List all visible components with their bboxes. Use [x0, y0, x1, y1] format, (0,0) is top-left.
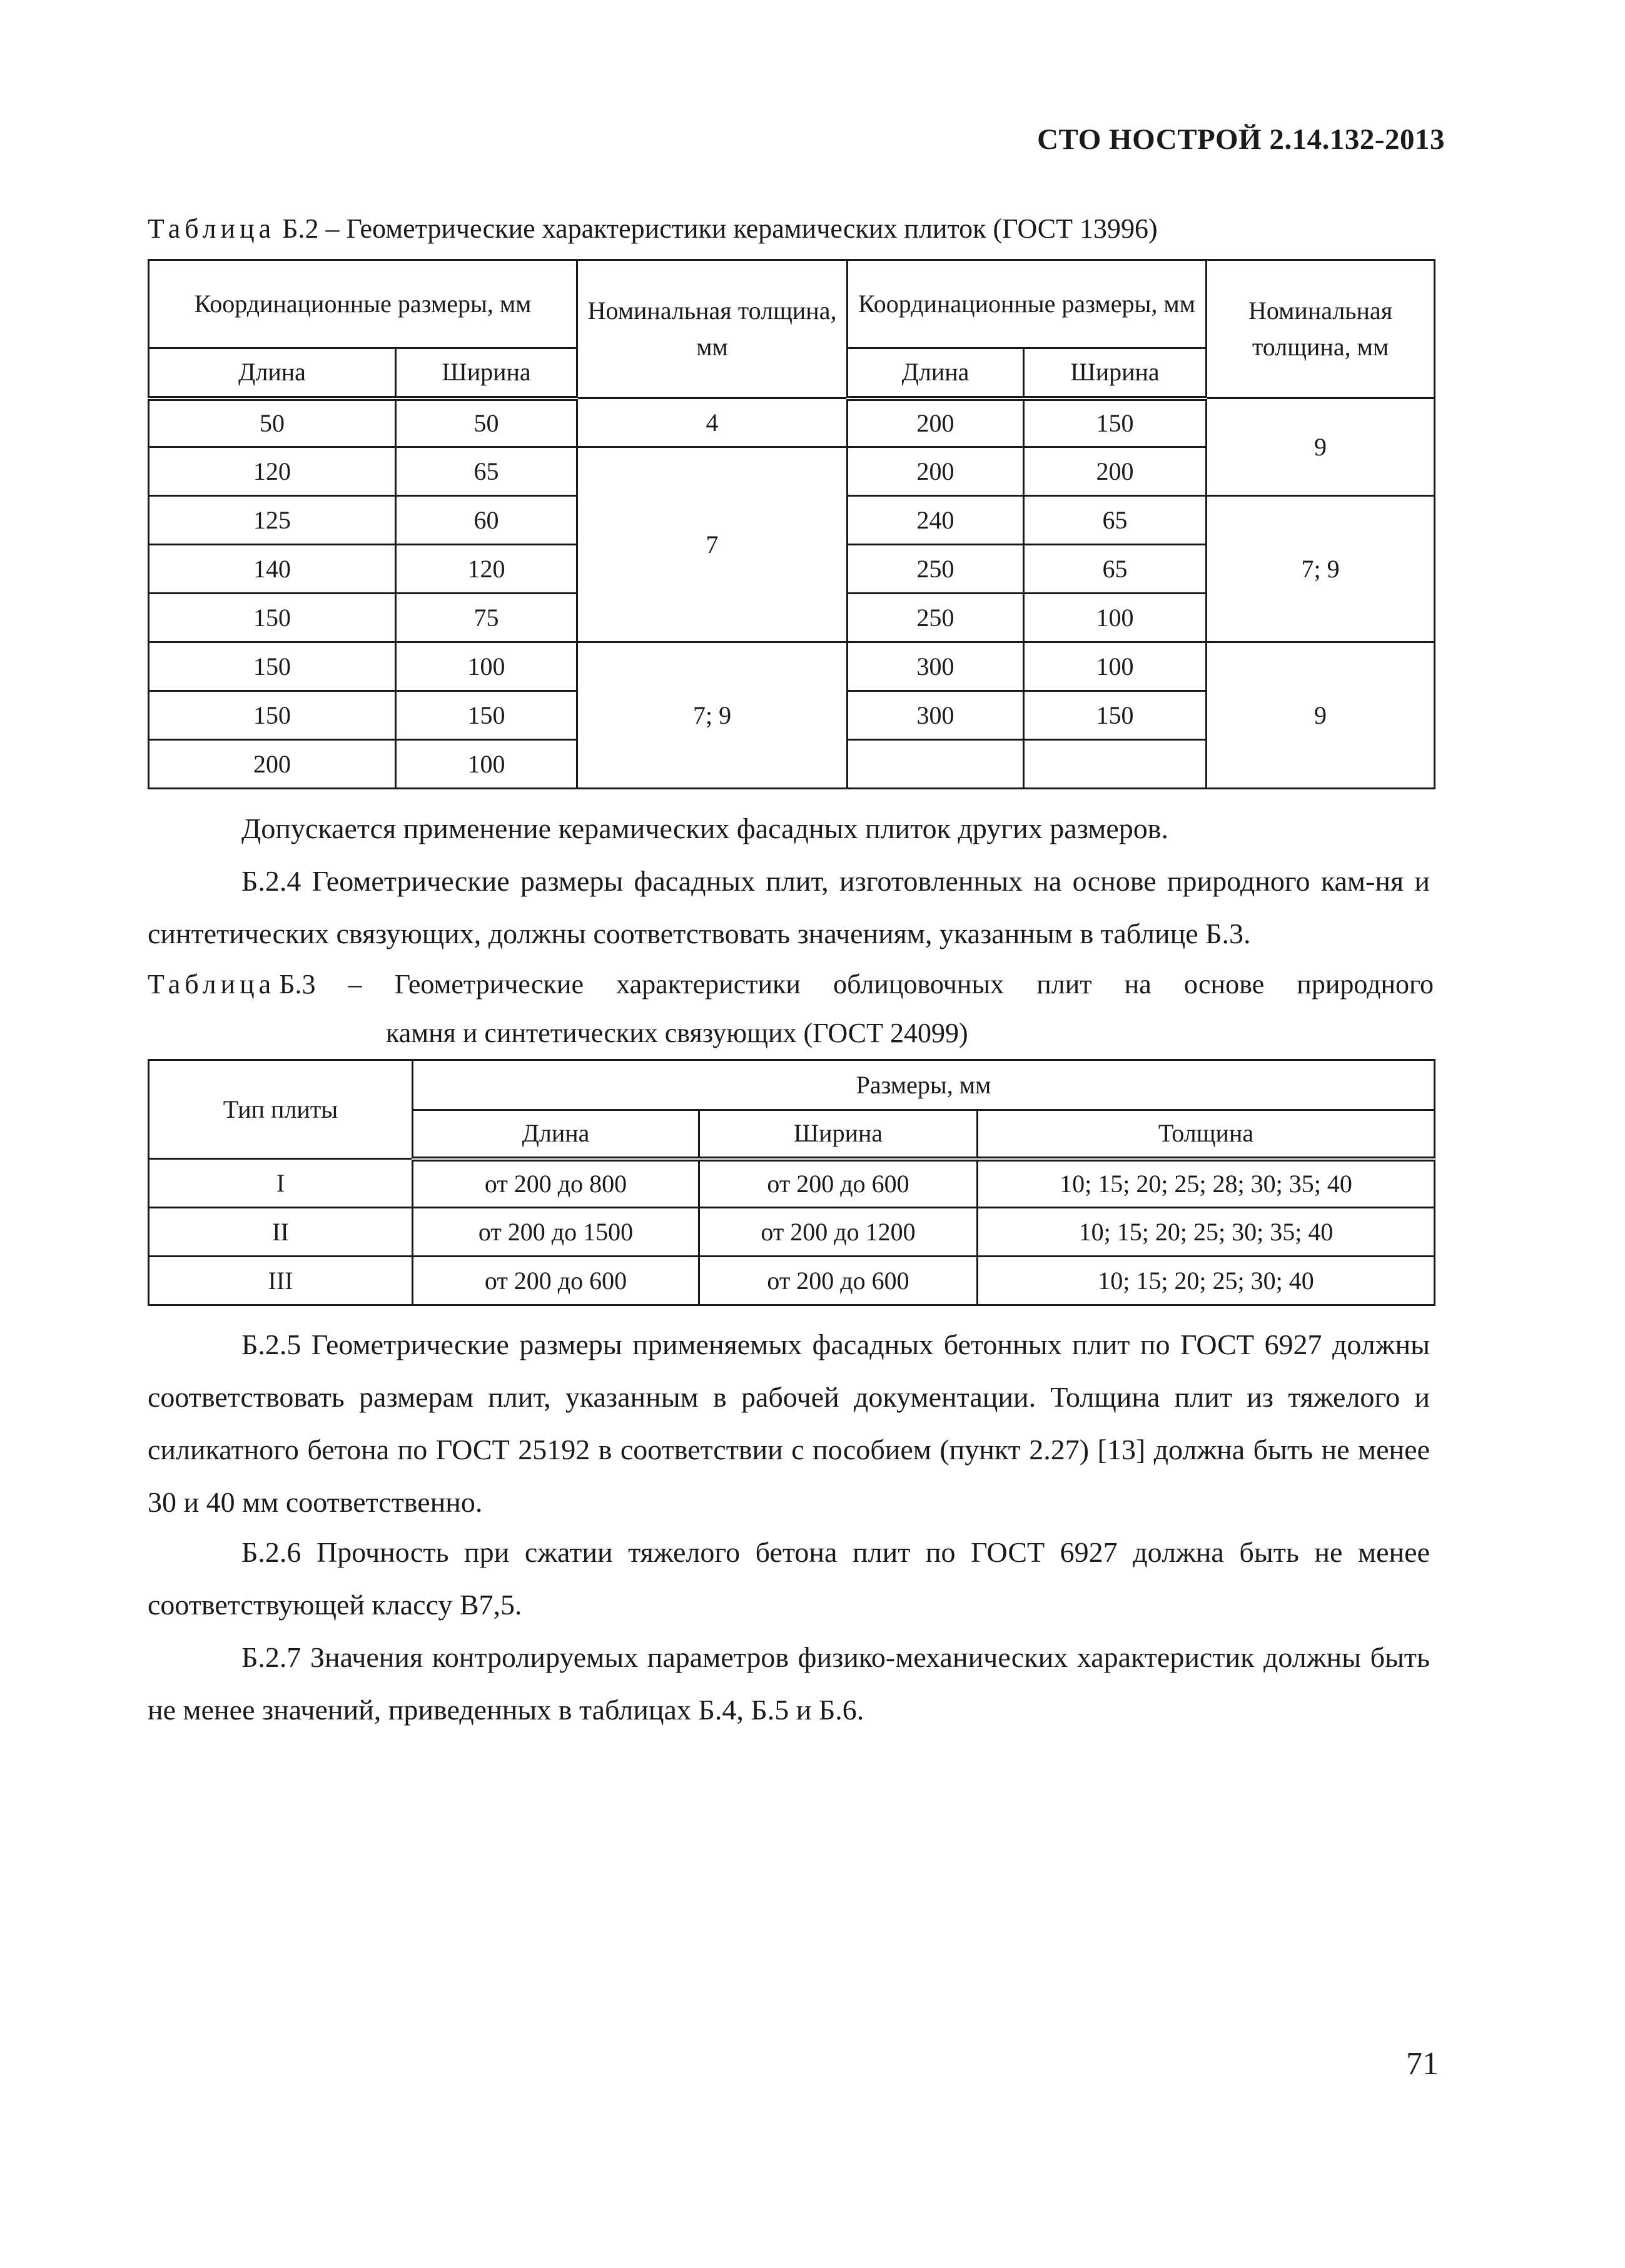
table-b2-caption — [148, 213, 1158, 245]
table-cell: 120 — [396, 545, 577, 594]
table-cell: 300 — [848, 642, 1024, 691]
table-cell-thickness: 4 — [577, 398, 848, 447]
table-b2-header-coord-sizes: Координационные размеры, мм — [149, 260, 577, 348]
table-cell: 150 — [1024, 398, 1207, 447]
table-b3 — [148, 1059, 1435, 1306]
table-cell: III — [149, 1257, 413, 1305]
table-cell: от 200 до 600 — [413, 1257, 699, 1305]
table-cell: 150 — [1024, 691, 1207, 740]
table-cell: 200 — [848, 398, 1024, 447]
paragraph-b25: Б.2.5 Геометрические размеры применяемых фасадных бетонных плит по ГОСТ 6927 должны соответствовать размерам плит, указанным в рабочей документации. Толщина плит из тяжелого и силикатного бетона по ГОСТ 25192 в соответствии с пособием (пункт 2.27) [13] должна быть не менее 30 и 40 мм соответственно. — [148, 1329, 1430, 1518]
table-cell: 200 — [1024, 447, 1207, 496]
table-cell: 150 — [149, 642, 396, 691]
table-cell-thickness: 7; 9 — [1207, 496, 1435, 642]
table-cell: 150 — [396, 691, 577, 740]
table-cell-thickness: 7; 9 — [577, 642, 848, 789]
table-b3-header-width: Ширина — [699, 1110, 978, 1159]
table-row — [149, 1257, 1435, 1305]
table-b3-caption-label: Таблица — [148, 969, 276, 1000]
table-b2-caption-text: Б.2 – Геометрические характеристики керамических плиток (ГОСТ 13996) — [275, 213, 1158, 244]
table-b2-header-length-right: Длина — [848, 348, 1024, 398]
paragraph-allowed: Допускается применение керамических фасадных плиток других размеров. — [241, 813, 1168, 844]
table-b2-header-coord-sizes-right: Координационные размеры, мм — [848, 260, 1207, 348]
table-cell-thickness: 7 — [577, 447, 848, 642]
table-cell: 150 — [149, 691, 396, 740]
table-b3-caption-text: Б.3 – Геометрические характеристики облицовочных плит на основе природного — [279, 969, 1434, 1000]
table-cell: 200 — [149, 740, 396, 789]
table-cell: 100 — [396, 740, 577, 789]
table-b3-header-sizes: Размеры, мм — [413, 1060, 1435, 1110]
table-cell: от 200 до 800 — [413, 1159, 699, 1208]
table-cell: 10; 15; 20; 25; 30; 40 — [978, 1257, 1435, 1305]
table-cell: II — [149, 1208, 413, 1257]
table-cell: I — [149, 1159, 413, 1208]
table-b2-header-thickness-right: Номинальная толщина, мм — [1207, 260, 1435, 398]
table-cell — [1024, 740, 1207, 789]
table-cell: 300 — [848, 691, 1024, 740]
table-cell: 10; 15; 20; 25; 28; 30; 35; 40 — [978, 1159, 1435, 1208]
table-b3-header-length: Длина — [413, 1110, 699, 1159]
table-b2-caption-label: Таблица — [148, 213, 276, 244]
table-cell-thickness: 9 — [1207, 642, 1435, 789]
table-cell: 200 — [848, 447, 1024, 496]
page-number: 71 — [1406, 2046, 1439, 2082]
table-row — [149, 398, 1435, 447]
paragraph-b24: Б.2.4 Геометрические размеры фасадных плит, изготовленных на основе природного кам-ня и синтетических связующих, должны соответствовать значениям, указанным в таблице Б.3. — [148, 865, 1430, 949]
table-cell — [848, 740, 1024, 789]
table-cell: 50 — [396, 398, 577, 447]
table-cell: 60 — [396, 496, 577, 545]
table-cell: 250 — [848, 545, 1024, 594]
table-cell: 65 — [1024, 496, 1207, 545]
table-b2-header-width-right: Ширина — [1024, 348, 1207, 398]
table-b3-caption — [148, 968, 1434, 1000]
table-b3-header-thickness: Толщина — [978, 1110, 1435, 1159]
table-cell: 150 — [149, 594, 396, 642]
table-cell: 120 — [149, 447, 396, 496]
table-row — [149, 1159, 1435, 1208]
table-cell: 10; 15; 20; 25; 30; 35; 40 — [978, 1208, 1435, 1257]
table-row — [149, 1208, 1435, 1257]
table-b2 — [148, 259, 1435, 789]
table-cell: от 200 до 600 — [699, 1159, 978, 1208]
paragraph-b26: Б.2.6 Прочность при сжатии тяжелого бетона плит по ГОСТ 6927 должна быть не менее соответствующей классу В7,5. — [148, 1536, 1430, 1621]
table-cell: 65 — [396, 447, 577, 496]
table-cell: 65 — [1024, 545, 1207, 594]
table-b2-header-thickness: Номинальная толщина, мм — [577, 260, 848, 398]
table-cell: 100 — [1024, 594, 1207, 642]
table-cell-thickness: 9 — [1207, 398, 1435, 496]
table-cell: 75 — [396, 594, 577, 642]
table-cell: от 200 до 600 — [699, 1257, 978, 1305]
table-cell: 100 — [396, 642, 577, 691]
table-b3-caption-line2: камня и синтетических связующих (ГОСТ 24099) — [386, 1018, 968, 1048]
table-row — [149, 642, 1435, 691]
table-cell: 140 — [149, 545, 396, 594]
document-code: СТО НОСТРОЙ 2.14.132-2013 — [1037, 123, 1445, 156]
table-cell: от 200 до 1500 — [413, 1208, 699, 1257]
table-cell: 100 — [1024, 642, 1207, 691]
table-cell: 50 — [149, 398, 396, 447]
table-cell: 250 — [848, 594, 1024, 642]
table-cell: от 200 до 1200 — [699, 1208, 978, 1257]
table-cell: 240 — [848, 496, 1024, 545]
table-b2-header-width: Ширина — [396, 348, 577, 398]
table-cell: 125 — [149, 496, 396, 545]
table-b2-header-length: Длина — [149, 348, 396, 398]
paragraph-b27: Б.2.7 Значения контролируемых параметров физико-механических характеристик должны быть не менее значений, приведенных в таблицах Б.4, Б.5 и Б.6. — [148, 1641, 1430, 1726]
table-b3-header-type: Тип плиты — [149, 1060, 413, 1159]
